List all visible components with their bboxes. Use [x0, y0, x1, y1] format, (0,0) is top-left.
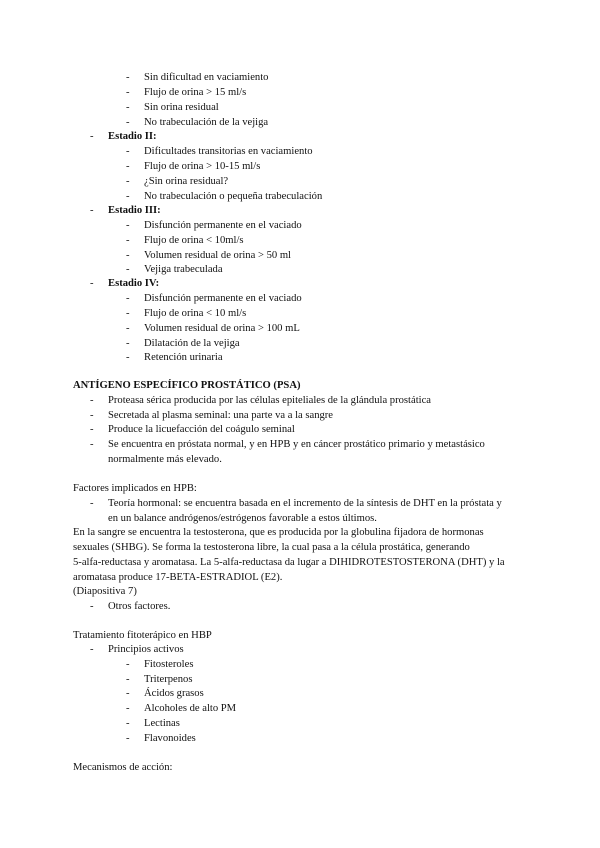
stage2-item: Dificultades transitorias en vaciamiento [144, 146, 313, 157]
stage4-item: Dilatación de la vejiga [144, 338, 240, 349]
principles-label: Principios activos [108, 644, 184, 655]
bullet-dash: - [126, 250, 130, 261]
bullet-dash: - [90, 644, 94, 655]
bullet-dash: - [126, 146, 130, 157]
stage4-item: Volumen residual de orina > 100 mL [144, 323, 300, 334]
bullet-dash: - [126, 659, 130, 670]
treatment-item: Alcoholes de alto PM [144, 703, 237, 714]
bullet-dash: - [126, 72, 130, 83]
bullet-dash: - [126, 308, 130, 319]
slide-reference: (Diapositiva 7) [73, 586, 137, 597]
treatment-item: Triterpenos [144, 674, 193, 685]
stage4-label: Estadio IV: [108, 278, 160, 289]
stage1-item: Sin orina residual [144, 102, 219, 113]
treatment-item: Fitosteroles [144, 659, 194, 670]
factors-heading: Factores implicados en HPB: [73, 483, 197, 494]
bullet-dash: - [126, 176, 130, 187]
paragraph-line: sexuales (SHBG). Se forma la testosterona libre, la cual pasa a la célula prostática, generando [73, 542, 470, 553]
psa-item: Se encuentra en próstata normal, y en HPB y en cáncer prostático primario y metastásico [108, 439, 485, 450]
bullet-dash: - [90, 131, 94, 142]
bullet-dash: - [90, 439, 94, 450]
mechanisms-heading: Mecanismos de acción: [73, 762, 173, 773]
bullet-dash: - [126, 191, 130, 202]
stage1-item: Flujo de orina > 15 ml/s [144, 87, 247, 98]
stage3-item: Volumen residual de orina > 50 ml [144, 250, 292, 261]
stage3-item: Disfunción permanente en el vaciado [144, 220, 302, 231]
bullet-dash: - [126, 220, 130, 231]
treatment-item: Lectinas [144, 718, 180, 729]
bullet-dash: - [126, 352, 130, 363]
bullet-dash: - [126, 323, 130, 334]
bullet-dash: - [126, 674, 130, 685]
hormonal-theory-continuation: en un balance andrógenos/estrógenos favorable a estos últimos. [108, 513, 377, 524]
bullet-dash: - [126, 718, 130, 729]
bullet-dash: - [126, 264, 130, 275]
stage4-item: Flujo de orina < 10 ml/s [144, 308, 247, 319]
stage3-item: Vejiga trabeculada [144, 264, 223, 275]
bullet-dash: - [90, 205, 94, 216]
bullet-dash: - [90, 278, 94, 289]
bullet-dash: - [90, 410, 94, 421]
psa-heading: ANTÍGENO ESPECÍFICO PROSTÁTICO (PSA) [73, 380, 301, 391]
bullet-dash: - [90, 424, 94, 435]
stage1-item: No trabeculación de la vejiga [144, 117, 269, 128]
psa-item-continuation: normalmente más elevado. [108, 454, 222, 465]
psa-item: Secretada al plasma seminal: una parte va a la sangre [108, 410, 334, 421]
paragraph-line: En la sangre se encuentra la testosterona, que es producida por la globulina fijadora de hormonas [73, 527, 484, 538]
bullet-dash: - [126, 117, 130, 128]
treatment-item: Ácidos grasos [144, 688, 204, 699]
bullet-dash: - [126, 102, 130, 113]
bullet-dash: - [90, 601, 94, 612]
stage1-item: Sin dificultad en vaciamiento [144, 72, 269, 83]
psa-item: Proteasa sérica producida por las células epiteliales de la glándula prostática [108, 395, 431, 406]
hormonal-theory: Teoría hormonal: se encuentra basada en el incremento de la síntesis de DHT en la próstata y [108, 498, 502, 509]
bullet-dash: - [126, 293, 130, 304]
psa-item: Produce la licuefacción del coágulo seminal [108, 424, 295, 435]
bullet-dash: - [126, 733, 130, 744]
bullet-dash: - [126, 703, 130, 714]
bullet-dash: - [126, 688, 130, 699]
bullet-dash: - [126, 338, 130, 349]
paragraph-line: aromatasa produce 17-BETA-ESTRADIOL (E2). [73, 572, 283, 583]
bullet-dash: - [90, 498, 94, 509]
bullet-dash: - [126, 161, 130, 172]
paragraph-line: 5-alfa-reductasa y aromatasa. La 5-alfa-reductasa da lugar a DIHIDROTESTOSTERONA (DHT) y la [73, 557, 505, 568]
bullet-dash: - [90, 395, 94, 406]
bullet-dash: - [126, 235, 130, 246]
stage4-item: Disfunción permanente en el vaciado [144, 293, 302, 304]
stage2-item: Flujo de orina > 10-15 ml/s [144, 161, 261, 172]
stage2-label: Estadio II: [108, 131, 157, 142]
stage2-item: ¿Sin orina residual? [144, 176, 229, 187]
treatment-heading: Tratamiento fitoterápico en HBP [73, 630, 212, 641]
stage3-item: Flujo de orina < 10ml/s [144, 235, 244, 246]
other-factors: Otros factores. [108, 601, 171, 612]
treatment-item: Flavonoides [144, 733, 196, 744]
stage2-item: No trabeculación o pequeña trabeculación [144, 191, 323, 202]
stage3-label: Estadio III: [108, 205, 161, 216]
stage4-item: Retención urinaria [144, 352, 223, 363]
bullet-dash: - [126, 87, 130, 98]
